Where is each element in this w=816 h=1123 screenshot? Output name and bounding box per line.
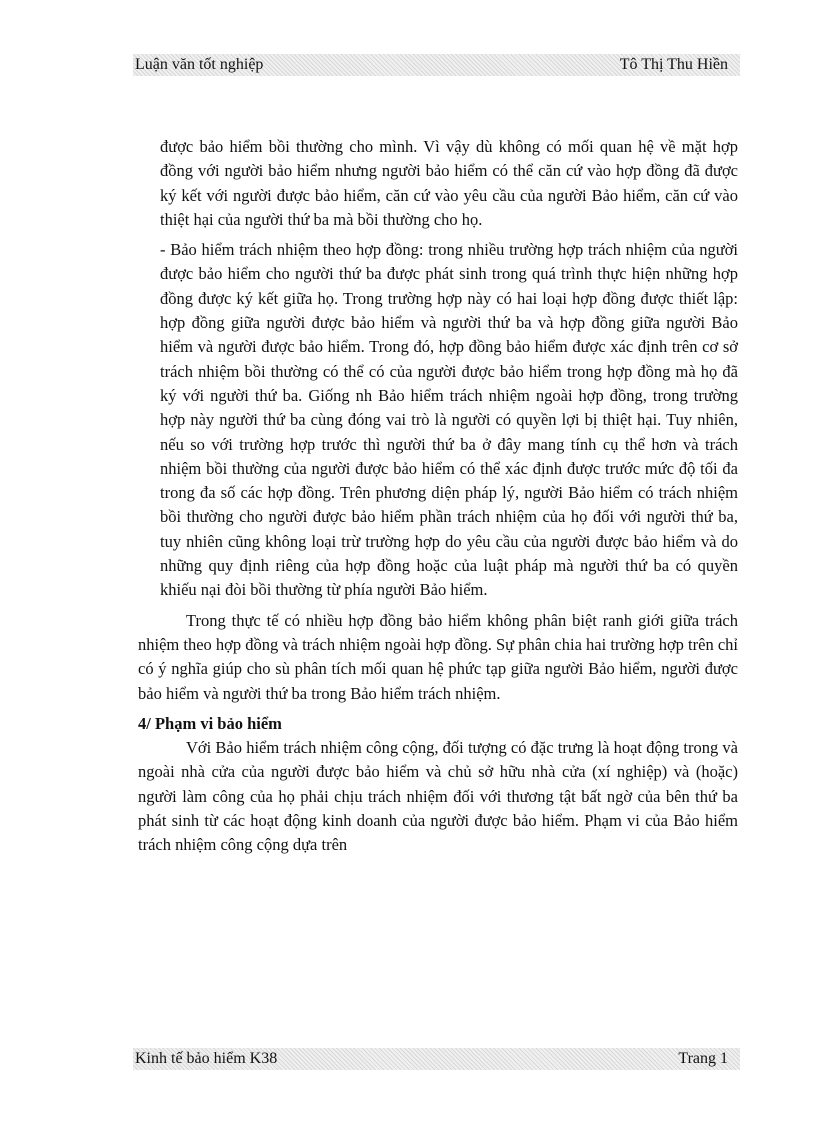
page-footer [133, 1048, 740, 1070]
paragraph-1: được bảo hiểm bồi thường cho mình. Vì vậy dù không có mối quan hệ về mặt hợp đồng với người bảo hiểm nhưng người bảo hiểm có thể căn cứ vào hợp đồng đã được ký kết với người được bảo hiểm, căn cứ vào yêu cầu của người Bảo hiểm, căn cứ vào thiệt hại của người thứ ba mà bồi thường cho họ. [160, 137, 738, 229]
header-author-name: Tô Thị Thu Hiền [619, 56, 728, 73]
page-header [133, 54, 740, 76]
header-thesis-label: Luận văn tốt nghiệp [135, 56, 264, 73]
paragraph-2: - Bảo hiểm trách nhiệm theo hợp đồng: trong nhiều trường hợp trách nhiệm của người được bảo hiểm cho người thứ ba được phát sinh trong quá trình thực hiện những hợp đồng được ký kết giữa họ. Trong trường hợp này có hai loại hợp đồng được thiết lập: hợp đồng giữa người được bảo hiểm và người thứ ba và hợp đồng giữa người Bảo hiểm và người được bảo hiểm. Trong đó, hợp đồng bảo hiểm được xác định trên cơ sở trách nhiệm bồi thường có thể có của người được bảo hiểm trong hợp đồng mà họ đã ký với người thứ ba. Giống nh Bảo hiểm trách nhiệm ngoài hợp đồng, trong trường hợp này người thứ ba cùng đóng vai trò là người có quyền lợi bị thiệt hại. Tuy nhiên, nếu so với trường hợp trước thì người thứ ba ở đây mang tính cụ thể hơn và trách nhiệm bồi thường của người được bảo hiểm có thể xác định được trước mức độ tối đa trong đa số các hợp đồng. Trên phương diện pháp lý, người Bảo hiểm có trách nhiệm bồi thường cho người được bảo hiểm phần trách nhiệm của họ đối với người thứ ba, tuy nhiên cũng không loại trừ trường hợp do yêu cầu của người được bảo hiểm và do những quy định riêng của hợp đồng hoặc của luật pháp mà người thứ ba có quyền khiếu nại đòi bồi thường từ phía người Bảo hiểm. [160, 240, 738, 600]
paragraph-4: Với Bảo hiểm trách nhiệm công cộng, đối tượng có đặc trưng là hoạt động trong và ngoài nhà cửa của người được bảo hiểm và chủ sở hữu nhà cửa (xí nghiệp) và (hoặc) người làm công của họ phải chịu trách nhiệm đối với thương tật bất ngờ của bên thứ ba phát sinh từ các hoạt động kinh doanh của người được bảo hiểm. Phạm vi của Bảo hiểm trách nhiệm công cộng dựa trên [138, 738, 738, 855]
section-heading: 4/ Phạm vi bảo hiểm [138, 713, 282, 733]
footer-course-label: Kinh tế bảo hiểm K38 [135, 1050, 278, 1067]
document-body [138, 135, 738, 858]
paragraph-3: Trong thực tế có nhiều hợp đồng bảo hiểm không phân biệt ranh giới giữa trách nhiệm theo hợp đồng và trách nhiệm ngoài hợp đồng. Sự phân chia hai trường hợp trên chỉ có ý nghĩa giúp cho sù phân tích mối quan hệ phức tạp giữa người Bảo hiểm, người được bảo hiểm và người thứ ba trong Bảo hiểm trách nhiệm. [138, 610, 738, 703]
footer-page-number: Trang 1 [678, 1050, 728, 1067]
